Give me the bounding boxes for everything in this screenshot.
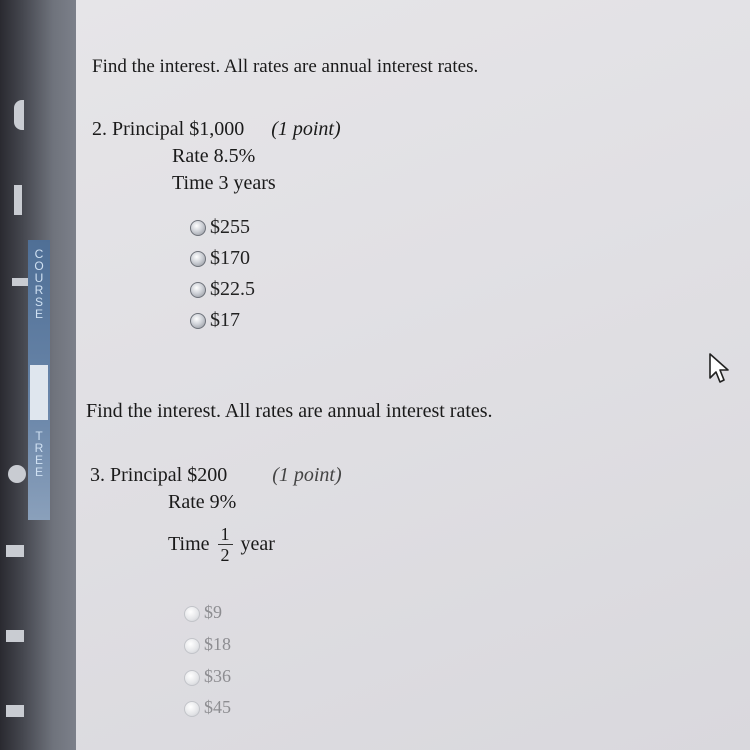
sidebar-mark	[8, 465, 26, 483]
fraction-numerator: 1	[218, 524, 233, 545]
tab-letter: O	[34, 259, 44, 273]
q3-time-label: Time	[168, 533, 210, 555]
sidebar-mark	[12, 278, 28, 286]
tab-letter: T	[35, 429, 43, 443]
question-page	[76, 0, 750, 750]
q3-time	[168, 524, 275, 565]
tab-letter: E	[34, 465, 43, 479]
radio-button-icon[interactable]	[184, 606, 200, 622]
sidebar-mark	[14, 100, 24, 130]
sidebar-mark	[6, 545, 24, 557]
q3-choice-4[interactable]	[184, 697, 231, 718]
tab-letter: U	[34, 271, 44, 285]
radio-button-icon[interactable]	[190, 282, 206, 298]
q2-header	[92, 118, 341, 141]
q2-rate: Rate 8.5%	[172, 145, 256, 167]
radio-button-icon[interactable]	[184, 701, 200, 717]
q3-choice-label: $45	[204, 697, 231, 717]
q3-choice-label: $9	[204, 602, 222, 622]
q3-principal: Principal $200	[110, 464, 228, 486]
radio-button-icon[interactable]	[184, 638, 200, 654]
tab-letter: E	[34, 307, 43, 321]
q2-points: (1 point)	[271, 118, 341, 140]
tab-letter: S	[34, 295, 43, 309]
course-tree-tab[interactable]	[28, 240, 50, 520]
q2-choice-label: $170	[210, 247, 250, 269]
q2-principal: Principal $1,000	[112, 118, 245, 140]
tab-letter: C	[34, 247, 44, 261]
radio-button-icon[interactable]	[190, 313, 206, 329]
q3-time-unit: year	[240, 533, 275, 555]
q2-choice-4[interactable]	[190, 309, 240, 332]
q3-number: 3.	[90, 464, 105, 486]
mouse-pointer-icon	[708, 352, 732, 389]
radio-button-icon[interactable]	[184, 670, 200, 686]
q3-choice-label: $36	[204, 666, 231, 686]
q2-instruction: Find the interest. All rates are annual interest rates.	[92, 56, 479, 77]
q2-choice-3[interactable]	[190, 278, 255, 301]
q3-choice-label: $18	[204, 634, 231, 654]
tab-letter: R	[34, 283, 44, 297]
tree-tab-label[interactable]	[28, 430, 50, 478]
sidebar-mark	[14, 185, 22, 215]
q3-time-fraction	[218, 524, 233, 565]
q3-header	[90, 464, 342, 487]
q2-time: Time 3 years	[172, 172, 276, 194]
sidebar-mark	[6, 630, 24, 642]
radio-button-icon[interactable]	[190, 220, 206, 236]
q3-rate: Rate 9%	[168, 491, 237, 513]
q2-choice-2[interactable]	[190, 247, 250, 270]
q2-choice-label: $17	[210, 309, 240, 331]
q2-number: 2.	[92, 118, 107, 140]
tab-letter: E	[34, 453, 43, 467]
tab-letter: R	[34, 441, 44, 455]
q3-choice-2[interactable]	[184, 634, 231, 655]
q2-choice-label: $255	[210, 216, 250, 238]
q3-choice-1[interactable]	[184, 602, 222, 623]
fraction-denominator: 2	[220, 545, 230, 565]
tab-collapse-handle[interactable]	[30, 365, 48, 420]
sidebar-mark	[6, 705, 24, 717]
q3-instruction: Find the interest. All rates are annual interest rates.	[86, 400, 493, 422]
q2-choice-1[interactable]	[190, 216, 250, 239]
q2-choice-label: $22.5	[210, 278, 255, 300]
radio-button-icon[interactable]	[190, 251, 206, 267]
q3-points: (1 point)	[272, 464, 342, 486]
q3-choice-3[interactable]	[184, 666, 231, 687]
course-tab-label[interactable]	[28, 248, 50, 320]
